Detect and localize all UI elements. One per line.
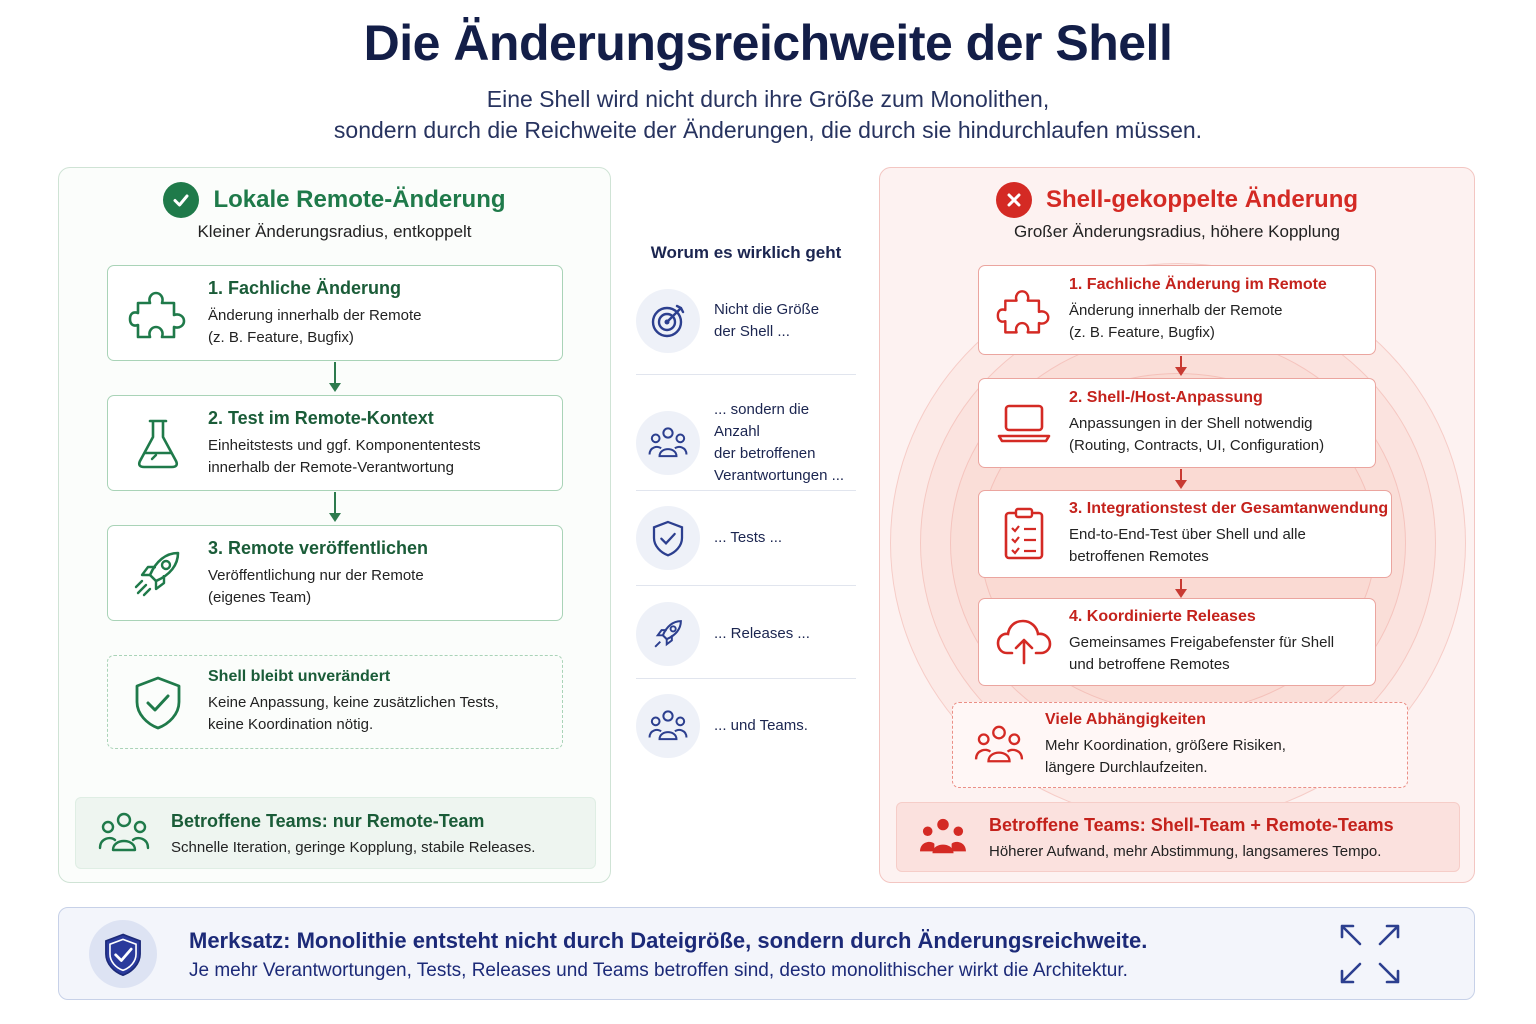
shell-step-4 [978,598,1376,686]
page-title: Die Änderungsreichweite der Shell [363,15,1173,71]
shell-step-2-line2: (Routing, Contracts, UI, Configuration) [1069,437,1325,454]
shell-step-3-line1: End-to-End-Test über Shell und alle [1069,526,1306,543]
local-step-1 [107,265,563,361]
key-takeaway-banner [58,907,1475,1000]
shell-step-2 [978,378,1376,468]
puzzle-icon [108,283,208,343]
check-circle-icon [163,182,199,218]
shield-check-icon [636,506,700,570]
middle-item-responsibilities [636,399,856,487]
shell-step-3-line2: betroffenen Remotes [1069,548,1209,565]
team-icon [953,723,1045,767]
puzzle-icon [979,282,1069,338]
local-step-3 [107,525,563,621]
middle-item-2-line2: der betroffenen [714,445,816,462]
team-icon [76,810,171,856]
local-teams-title: Betroffene Teams: nur Remote-Team [171,810,485,831]
page-subtitle-line2: sondern durch die Reichweite der Änderungen, die durch sie hindurchlaufen müssen. [333,117,1203,143]
local-teams-footer [75,797,596,869]
shell-step-3-title: 3. Integrationstest der Gesamtanwendung [1069,500,1389,517]
dependencies-line1: Mehr Koordination, größere Risiken, [1045,737,1286,754]
shell-coupled-header [880,182,1474,218]
shell-unchanged-title: Shell bleibt unverändert [208,668,391,685]
team-icon [636,694,700,758]
middle-separator [636,678,856,679]
middle-item-size [636,289,856,353]
shell-step-1-line1: Änderung innerhalb der Remote [1069,302,1283,319]
local-teams-desc: Schnelle Iteration, geringe Kopplung, stabile Releases. [171,838,536,856]
banner-headline-text: Monolithie entsteht nicht durch Dateigröße, sondern durch Änderungsreichweite. [290,928,1148,953]
local-step-2-line2: innerhalb der Remote-Verantwortung [208,458,454,476]
shell-step-2-title: 2. Shell-/Host-Anpassung [1069,389,1263,406]
shell-teams-title: Betroffene Teams: Shell-Team + Remote-Teams [989,814,1394,835]
shell-step-1-title: 1. Fachliche Änderung im Remote [1069,276,1327,293]
laptop-icon [979,400,1069,446]
shield-check-icon [89,920,157,988]
local-change-header [59,182,610,218]
local-step-2-title: 2. Test im Remote-Kontext [208,407,434,428]
middle-separator [636,490,856,491]
rocket-icon [636,602,700,666]
middle-item-releases [636,602,856,666]
x-circle-icon [996,182,1032,218]
page-subtitle-line1: Eine Shell wird nicht durch ihre Größe zum Monolithen, [486,86,1050,112]
local-change-panel [58,167,611,883]
shell-step-2-line1: Anpassungen in der Shell notwendig [1069,415,1313,432]
shell-step-1 [978,265,1376,355]
shell-coupled-subtitle: Großer Änderungsradius, höhere Kopplung [1013,222,1341,241]
dependencies-line2: längere Durchlaufzeiten. [1045,759,1208,776]
banner-line2: Je mehr Verantwortungen, Tests, Releases und Teams betroffen sind, desto monolithischer wirkt die Architektur. [189,960,1128,981]
middle-title: Worum es wirklich geht [650,243,842,262]
shell-unchanged-line2: keine Koordination nötig. [208,716,374,733]
middle-separator [636,585,856,586]
checklist-icon [979,506,1069,562]
cloud-upload-icon [979,617,1069,667]
shell-step-3 [978,490,1392,578]
shell-unchanged-line1: Keine Anpassung, keine zusätzlichen Tests, [208,694,499,711]
expand-arrows-icon [1336,920,1404,988]
middle-item-5-text: ... und Teams. [714,717,808,734]
shell-step-4-title: 4. Koordinierte Releases [1069,608,1256,625]
local-change-subtitle: Kleiner Änderungsradius, entkoppelt [197,222,472,241]
shell-teams-footer [896,802,1460,872]
middle-item-3-text: ... Tests ... [714,529,783,546]
middle-item-tests [636,506,856,570]
shell-teams-desc: Höherer Aufwand, mehr Abstimmung, langsameres Tempo. [989,842,1382,860]
flask-icon [108,415,208,471]
local-step-3-line1: Veröffentlichung nur der Remote [208,566,424,584]
middle-item-4-text: ... Releases ... [714,625,810,642]
target-icon [636,289,700,353]
banner-label: Merksatz: [189,928,291,953]
middle-item-teams [636,694,856,758]
shell-unchanged-note [107,655,563,749]
dependencies-note [952,702,1408,788]
middle-item-2-line1: ... sondern die Anzahl [714,401,810,440]
shell-coupled-panel [879,167,1475,883]
shell-arrow-1 [1180,356,1182,374]
local-step-2-line1: Einheitstests und ggf. Komponententests [208,436,481,454]
team-icon [897,815,989,859]
local-arrow-1 [334,362,336,390]
team-icon [636,411,700,475]
local-step-2 [107,395,563,491]
dependencies-title: Viele Abhängigkeiten [1045,711,1206,728]
rocket-icon [108,545,208,601]
local-step-1-line1: Änderung innerhalb der Remote [208,306,422,324]
middle-item-1-line1: Nicht die Größe [714,301,820,318]
local-step-3-line2: (eigenes Team) [208,588,312,606]
middle-item-1-line2: der Shell ... [714,323,790,340]
local-step-3-title: 3. Remote veröffentlichen [208,537,429,558]
local-step-1-title: 1. Fachliche Änderung [208,277,402,298]
shell-coupled-title: Shell-gekoppelte Änderung [1045,186,1359,213]
local-arrow-2 [334,492,336,520]
banner-headline [189,928,1147,954]
local-change-title: Lokale Remote-Änderung [213,186,506,213]
shell-arrow-3 [1180,579,1182,596]
middle-separator [636,374,856,375]
shell-step-1-line2: (z. B. Feature, Bugfix) [1069,324,1215,341]
shell-step-4-line2: und betroffene Remotes [1069,656,1230,673]
middle-item-2-line3: Verantwortungen ... [714,467,845,484]
shell-arrow-2 [1180,469,1182,487]
local-step-1-line2: (z. B. Feature, Bugfix) [208,328,354,346]
shell-step-4-line1: Gemeinsames Freigabefenster für Shell [1069,634,1335,651]
shield-check-icon [108,674,208,730]
